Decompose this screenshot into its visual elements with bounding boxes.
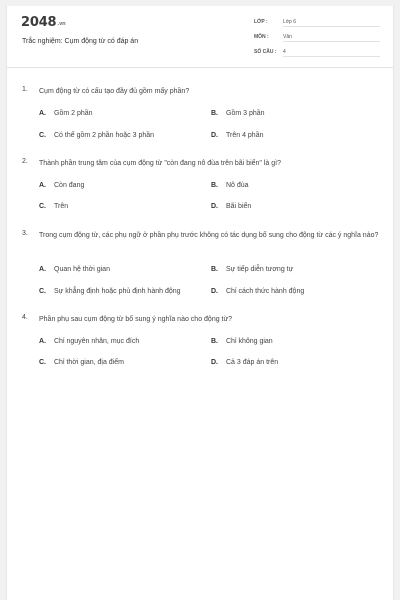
option-d[interactable]: [211, 203, 251, 210]
document-header: [7, 6, 393, 68]
option-letter: D.: [211, 203, 218, 210]
option-text: Nô đùa: [226, 182, 249, 189]
option-text: Còn đang: [54, 182, 85, 189]
meta-value: Lớp 6: [283, 17, 380, 27]
option-a[interactable]: [39, 338, 139, 345]
option-letter: A.: [39, 338, 46, 345]
option-text: Bãi biển: [226, 203, 252, 210]
option-letter: C.: [39, 359, 46, 366]
option-a[interactable]: [39, 266, 110, 273]
option-letter: B.: [211, 338, 218, 345]
question-number: 1.: [22, 86, 28, 93]
question-text: Trong cụm động từ, các phụ ngữ ở phần phụ trước không có tác dụng bổ sung cho động từ các ý nghĩa nào?: [39, 232, 379, 239]
option-text: Chỉ cách thức hành động: [226, 288, 305, 295]
option-d[interactable]: [211, 288, 304, 295]
option-a[interactable]: [39, 110, 93, 117]
option-text: Sự tiếp diễn tương tự: [226, 266, 294, 273]
logo-text: 2048: [21, 15, 57, 30]
option-text: Gồm 3 phần: [226, 110, 265, 117]
question-number: 2.: [22, 158, 28, 165]
option-c[interactable]: [39, 359, 124, 366]
option-text: Quan hệ thời gian: [54, 266, 110, 273]
meta-row-subject: [254, 32, 380, 43]
option-d[interactable]: [211, 132, 264, 139]
option-letter: D.: [211, 132, 218, 139]
option-b[interactable]: [211, 182, 249, 189]
question-number: 4.: [22, 314, 28, 321]
question-text: Phần phụ sau cụm động từ bổ sung ý nghĩa nào cho động từ?: [39, 316, 233, 323]
option-text: Chỉ không gian: [226, 338, 273, 345]
meta-value: 4: [283, 47, 380, 57]
option-letter: D.: [211, 288, 218, 295]
option-letter: D.: [211, 359, 218, 366]
option-c[interactable]: [39, 203, 68, 210]
question-text: Cụm động từ có cấu tạo đầy đủ gồm mấy phần?: [39, 88, 190, 95]
document-page: [6, 6, 394, 600]
option-letter: A.: [39, 182, 46, 189]
option-c[interactable]: [39, 132, 154, 139]
question-number: 3.: [22, 230, 28, 237]
option-text: Gồm 2 phần: [54, 110, 93, 117]
option-letter: B.: [211, 266, 218, 273]
option-text: Trên: [54, 203, 69, 210]
meta-key: SỐ CÂU :: [254, 49, 277, 55]
logo-tld: .vn: [57, 21, 66, 27]
option-letter: A.: [39, 266, 46, 273]
option-letter: B.: [211, 182, 218, 189]
option-text: Chỉ nguyên nhân, mục đích: [54, 338, 140, 345]
meta-row-class: [254, 17, 380, 28]
option-letter: C.: [39, 288, 46, 295]
option-letter: A.: [39, 110, 46, 117]
option-d[interactable]: [211, 359, 278, 366]
option-text: Cả 3 đáp án trên: [226, 359, 279, 366]
option-b[interactable]: [211, 266, 293, 273]
option-letter: B.: [211, 110, 218, 117]
meta-key: MÔN :: [254, 34, 269, 40]
meta-row-count: [254, 47, 380, 58]
option-text: Sự khẳng định hoặc phủ định hành động: [54, 288, 181, 295]
meta-value: Văn: [283, 32, 380, 42]
option-b[interactable]: [211, 338, 273, 345]
option-text: Chỉ thời gian, địa điểm: [54, 359, 124, 366]
page-title: Trắc nghiệm: Cụm động từ có đáp án: [22, 38, 139, 45]
option-c[interactable]: [39, 288, 181, 295]
site-logo[interactable]: [21, 15, 66, 30]
question-text: Thành phần trung tâm của cụm động từ "còn đang nô đùa trên bãi biển" là gì?: [39, 160, 281, 167]
option-letter: C.: [39, 203, 46, 210]
option-a[interactable]: [39, 182, 84, 189]
option-text: Có thể gồm 2 phần hoặc 3 phần: [54, 132, 155, 139]
option-letter: C.: [39, 132, 46, 139]
meta-key: LỚP :: [254, 19, 268, 25]
option-b[interactable]: [211, 110, 265, 117]
option-text: Trên 4 phần: [226, 132, 264, 139]
